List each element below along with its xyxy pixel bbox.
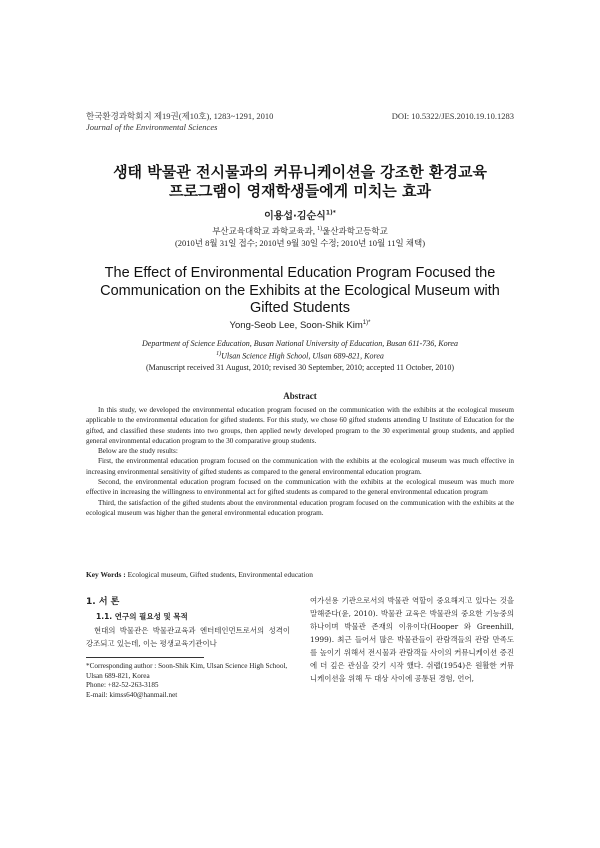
english-affiliation-2: Ulsan Science High School, Ulsan 689-821, Korea [221,351,384,361]
abstract-body [86,405,514,518]
korean-title [86,163,514,201]
korean-affiliation-2: 울산과학고등학교 [322,225,388,236]
journal-header [86,111,273,133]
affiliation-superscript: 1) [216,351,222,357]
abstract-paragraph: Third, the satisfaction of the gifted students about the environmental education program focused on the communication with the exhibits at the ecological museum was higher than the general environmental education program. [86,498,514,517]
keywords [86,570,514,579]
english-author-names: Yong-Seob Lee, Soon-Shik Kim [229,320,363,332]
left-column [86,594,290,700]
subsection-heading: 1.1. 연구의 필요성 및 목적 [96,612,188,621]
korean-affiliations [86,223,514,249]
korean-title-line: 생태 박물관 전시물과의 커뮤니케이션을 강조한 환경교육 [113,163,487,181]
korean-dates: (2010년 8월 31일 접수; 2010년 9월 30일 수정; 2010년 10월 11일 채택) [174,237,426,248]
keywords-text: Ecological museum, Gifted students, Environmental education [127,570,313,579]
footnote-rule [86,657,204,658]
author-superscript: 1)* [325,209,336,217]
english-affiliation-1: Department of Science Education, Busan National University of Education, Busan 611-736, Korea [142,339,458,348]
footnote-phone: Phone: +82-52-263-3185 [86,681,159,689]
english-dates: (Manuscript received 31 August, 2010; revised 30 September, 2010; accepted 11 October, 2010) [145,362,455,372]
abstract-heading: Abstract [283,391,317,401]
english-title-line: Communication on the Exhibits at the Ecological Museum with [100,282,500,299]
korean-title-line: 프로그램이 영재학생들에게 미치는 효과 [169,182,431,200]
english-title-line: The Effect of Environmental Education Program Focused the [104,265,496,281]
body-paragraph: 여가선용 기관으로서의 박물관 역할이 중요해지고 있다는 것을 말해준다(윤, 2010). 박물관 교육은 박물관의 중요한 기능중의 하나이며 박물관 존재의 이유이다(Hooper 와 Greenhill, 1999). 최근 들어서 많은 박물관들이 관람객들의 관람 만족도를 높이기 위해서 전시물과 관람객들 사이의 커뮤니케이션 증진에 더 깊은 관심을 갖기 시작 했다. 쉬랩(1954)은 원활한 커뮤니케이션을 위해 두 대상 사이에 공통된 경험, 언어, [310,596,514,683]
abstract-paragraph: Below are the study results: [98,447,178,456]
english-affiliations [86,338,514,373]
journal-citation: 한국환경과학회지 제19권(제10호), 1283~1291, 2010 [86,111,274,121]
korean-affiliation-line [86,223,514,237]
footnote-email: E-mail: kimss640@hanmail.net [86,690,178,699]
korean-author-names: 이용섭·김순식 [264,211,326,222]
abstract-paragraph: First, the environmental education program focused on the communication with the exhibits at the ecological museum was much effective in increasing environmental sensitivity of gifted students as compared to the general environmental education program. [86,457,514,476]
english-title-line: Gifted Students [250,300,350,316]
doi: DOI: 10.5322/JES.2010.19.10.1283 [391,111,514,121]
right-column [310,594,514,685]
footnote-corresponding: *Corresponding author : Soon-Shik Kim, Ulsan Science High School, Ulsan 689-821, Korea [86,662,288,680]
journal-name: Journal of the Environmental Sciences [86,122,218,132]
english-affiliation-2-line [86,349,514,362]
keywords-label: Key Words : [86,570,126,579]
section-heading: 1. 서 론 [86,597,120,607]
korean-authors [86,207,514,222]
korean-affiliation-1: 부산교육대학교 과학교육과, [212,225,315,236]
affiliation-superscript: 1) [317,226,323,232]
author-superscript: 1)* [362,320,371,326]
body-paragraph: 현대의 박물관은 박물관교육과 엔터테인먼트로서의 성격이 강조되고 있는데, 이는 평생교육기관이나 [86,626,290,648]
english-title [86,265,514,318]
abstract-paragraph: In this study, we developed the environmental education program focused on the communication with the exhibits at the ecological museum applicable to the environmental education for gifted students. For this study, we chose 60 gifted students attending U Institute of Education for the gifted, and classified these students into two groups, then applied newly developed program to the 30 experimental group students, and applied general environmental education program to the 30 comparative group students. [86,406,514,445]
abstract-paragraph: Second, the environmental education program focused on the communication with the exhibits at the ecological museum was much more effective in increasing the willingness to environmental act for gifted students as compared to the general environmental education program [86,478,514,497]
english-authors [86,320,514,331]
